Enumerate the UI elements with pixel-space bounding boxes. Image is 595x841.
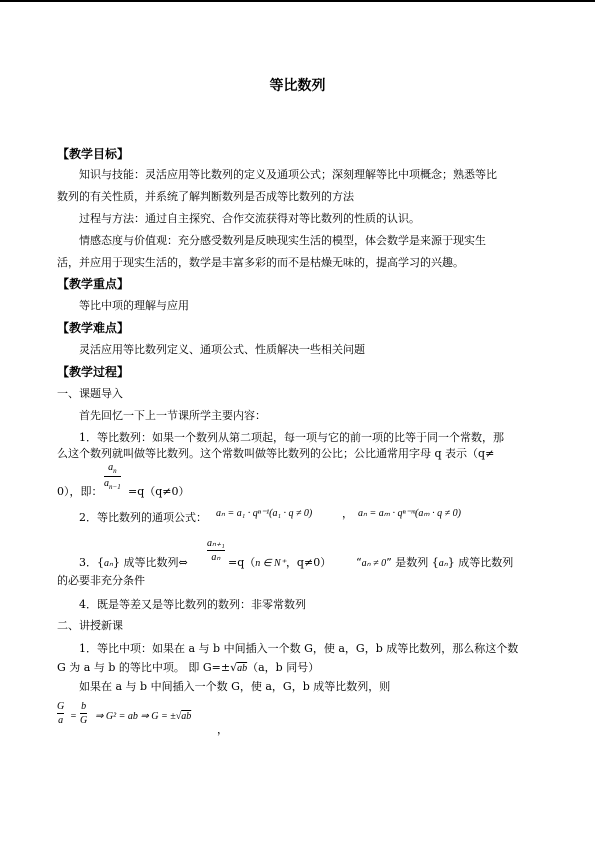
item-3-condition: “aₙ ≠ 0” 是数列 {aₙ} 成等比数列 bbox=[356, 556, 514, 569]
item-3-line-2: 的必要非充分条件 bbox=[57, 574, 145, 587]
formula-separator: ， bbox=[342, 507, 353, 520]
equation-trailing-comma: ， bbox=[217, 723, 228, 736]
part-1-heading: 一、课题导入 bbox=[57, 387, 123, 400]
item-3-line-1: 3．{aₙ} 成等比数列⇔ bbox=[79, 556, 188, 569]
part-2-heading: 二、讲授新课 bbox=[57, 619, 123, 632]
goals-paragraph-3-line-1: 情感态度与价值观：充分感受数列是反映现实生活的模型，体会数学是来源于现实生 bbox=[79, 234, 486, 247]
goals-paragraph-1-line-1: 知识与技能：灵活应用等比数列的定义及通项公式；深刻理解等比中项概念；熟悉等比 bbox=[79, 168, 497, 181]
goals-paragraph-3-line-2: 活，并应用于现实生活的，数学是丰富多彩的而不是枯燥无味的，提高学习的兴趣。 bbox=[57, 256, 464, 269]
goals-paragraph-1-line-2: 数列的有关性质，并系统了解判断数列是否成等比数列的方法 bbox=[57, 190, 354, 203]
equation-equals: = bbox=[70, 711, 77, 722]
geometric-mean-line-1: 1．等比中项：如果在 a 与 b 中间插入一个数 G，使 a，G，b 成等比数列，那么称这个数 bbox=[79, 642, 519, 655]
item-1-line-2: 么这个数列就叫做等比数列。这个常数叫做等比数列的公比；公比通常用字母 q 表示（q≠ bbox=[57, 447, 495, 460]
item-3-line-1-cont: =q（n ∈ N⁺，q≠0） bbox=[228, 556, 332, 569]
ratio-fraction-2: aₙ₊₁ aₙ bbox=[207, 538, 225, 563]
item-4: 4．既是等差又是等比数列的数列：非零常数列 bbox=[79, 598, 306, 611]
top-rule bbox=[0, 0, 595, 2]
section-heading-difficult: 【教学难点】 bbox=[57, 321, 130, 335]
review-intro: 首先回忆一下上一节课所学主要内容： bbox=[79, 409, 266, 422]
geometric-mean-line-3: 如果在 a 与 b 中间插入一个数 G，使 a，G，b 成等比数列，则 bbox=[79, 680, 391, 693]
document-title: 等比数列 bbox=[269, 78, 326, 94]
item-1-line-1: 1．等比数列：如果一个数列从第二项起，每一项与它的前一项的比等于同一个常数，那 bbox=[79, 431, 504, 444]
item-1-line-3a: 0），即： bbox=[57, 485, 103, 498]
equation-fraction-b-over-g: b G bbox=[80, 701, 88, 726]
section-heading-key: 【教学重点】 bbox=[57, 277, 130, 291]
general-term-formula-1: aₙ = a₁ · qⁿ⁻¹(a₁ · q ≠ 0) bbox=[216, 508, 313, 519]
item-1-line-3b: =q（q≠0） bbox=[128, 485, 190, 498]
item-2-label: 2．等比数列的通项公式： bbox=[79, 511, 207, 524]
equation-fraction-g-over-a: G a bbox=[57, 701, 65, 726]
key-point-text: 等比中项的理解与应用 bbox=[79, 299, 189, 312]
difficult-point-text: 灵活应用等比数列定义、通项公式、性质解决一些相关问题 bbox=[79, 343, 365, 356]
equation-derivation: ⇒ G² = ab ⇒ G = ±√ab bbox=[95, 711, 192, 722]
goals-paragraph-2: 过程与方法：通过自主探究、合作交流获得对等比数列的性质的认识。 bbox=[79, 212, 420, 225]
section-heading-process: 【教学过程】 bbox=[57, 365, 130, 379]
ratio-fraction: $a_n$ $a_{n-1}$ bbox=[104, 462, 121, 491]
geometric-mean-line-2: G 为 a 与 b 的等比中项。 即 G=±√ab（a，b 同号） bbox=[57, 661, 320, 674]
section-heading-goals: 【教学目标】 bbox=[57, 147, 130, 161]
general-term-formula-2: aₙ = aₘ · qⁿ⁻ᵐ(aₘ · q ≠ 0) bbox=[358, 508, 461, 519]
